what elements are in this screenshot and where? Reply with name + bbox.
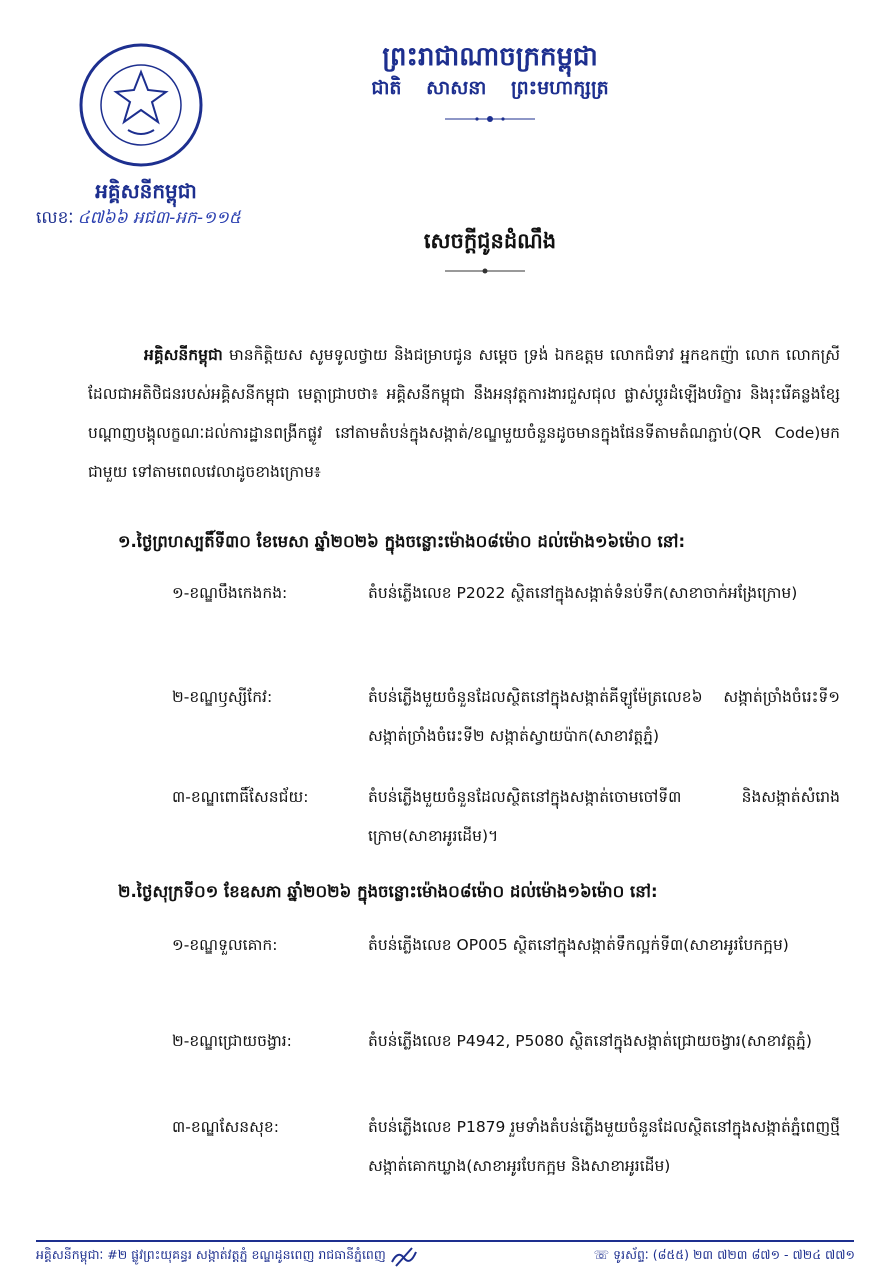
entry-description: តំបន់ភ្លើងលេខ P4942, P5080 ស្ថិតនៅក្នុងសង្កាត់ជ្រោយចង្វារ(សាខាវត្តភ្នំ)	[368, 1032, 812, 1050]
footer-rule	[36, 1240, 854, 1242]
intro-text: មានកិត្តិយស សូមទូលថ្វាយ និងជម្រាបជូន សម្តេច ទ្រង់ ឯកឧត្តម លោកជំទាវ អ្នកឧកញ៉ា លោក លោកស្រី ដែលជាអតិថិជនរបស់អគ្គិសនីកម្ពុជា មេត្តាជ្រាបថា៖ អគ្គិសនីកម្ពុជា នឹងអនុវត្តការងារជួសជុល ផ្លាស់ប្តូរដំឡើងបរិក្ខារ និងរុះរើគន្លងខ្សែបណ្តាញបង្គុលក្ខណៈដល់ការដ្ឋានពង្រីកផ្លូវ នៅតាមតំបន់ក្នុងសង្កាត់/ខណ្ឌមួយចំនួនដូចមានក្នុងផែនទីតាមតំណភ្ជាប់(QR Code)មកជាមួយ ទៅតាមពេលវេលាដូចខាងក្រោម៖	[88, 346, 840, 481]
day-1-entry-1	[172, 574, 840, 613]
entry-description: តំបន់ភ្លើងលេខ P2022 ស្ថិតនៅក្នុងសង្កាត់ទំនប់ទឹក(សាខាចាក់អង្រែក្រោម)	[368, 584, 798, 602]
ref-label: លេខៈ	[36, 208, 74, 228]
intro-lead: អគ្គិសនីកម្ពុជា	[144, 346, 223, 364]
org-name: អគ្គិសនីកម្ពុជា	[95, 179, 197, 203]
entry-area: ១-ខណ្ឌបឹងកេងកង:	[172, 584, 288, 602]
day-2-heading: ២.ថ្ងៃសុក្រទី០១ ខែឧសភា ឆ្នាំ២០២៦ ក្នុងចន្លោះម៉ោង០៨ម៉ោ០ ដល់ម៉ោង១៦ម៉ោ០ នៅ:	[118, 882, 658, 901]
title-ornament	[445, 266, 525, 276]
signature-mark	[390, 1246, 418, 1268]
phone-icon: ☏	[593, 1247, 610, 1262]
entry-description: តំបន់ភ្លើងមួយចំនួនដែលស្ថិតនៅក្នុងសង្កាត់គីឡូម៉ែត្រលេខ៦ សង្កាត់ច្រាំងចំរេះទី១ សង្កាត់ច្រាំងចំរេះទី២ សង្កាត់ស្វាយប៉ាក(សាខាវត្តភ្នំ)	[368, 688, 840, 745]
document-title: សេចក្តីជូនដំណឹង	[423, 229, 557, 253]
ref-number: ៤៧៦៦ អជ៣-អក-១១៥	[77, 208, 241, 228]
entry-description: តំបន់ភ្លើងលេខ OP005 ស្ថិតនៅក្នុងសង្កាត់ទឹកល្អក់ទី៣(សាខាអូរបែកក្អម)	[368, 936, 789, 954]
footer-phone-text: ទូរស័ព្ទៈ (៨៥៥) ២៣ ៧២៣ ៨៧១ - ៧២៤ ៧៧១	[613, 1247, 855, 1262]
footer-phone	[594, 1247, 855, 1266]
day-1-entry-2	[172, 678, 840, 756]
edc-logo	[78, 42, 204, 168]
reference-number	[36, 207, 241, 232]
footer-address: អគ្គិសនីកម្ពុជាៈ #២ ផ្លូវព្រះយុគន្ធរ សង្កាត់វត្តភ្នំ ខណ្ឌដូនពេញ រាជធានីភ្នំពេញ	[36, 1247, 386, 1262]
day-2-entry-2	[172, 1022, 840, 1061]
day-1-heading: ១.ថ្ងៃព្រហស្បតិ៍ទី៣០ ខែមេសា ឆ្នាំ២០២៦ ក្នុងចន្លោះម៉ោង០៨ម៉ោ០ ដល់ម៉ោង១៦ម៉ោ០ នៅ:	[118, 532, 686, 551]
day-2-entry-3	[172, 1108, 840, 1186]
day-1-entry-3	[172, 778, 840, 856]
entry-area: ៣-ខណ្ឌសែនសុខ:	[172, 1118, 279, 1136]
national-motto: ជាតិ សាសនា ព្រះមហាក្សត្រ	[371, 77, 609, 99]
entry-description: តំបន់ភ្លើងលេខ P1879 រួមទាំងតំបន់ភ្លើងមួយចំនួនដែលស្ថិតនៅក្នុងសង្កាត់ភ្នំពេញថ្មី សង្កាត់គោកឃ្លាង(សាខាអូរបែកក្អម និងសាខាអូរដើម)	[368, 1118, 840, 1175]
intro-paragraph	[88, 336, 840, 492]
entry-description: តំបន់ភ្លើងមួយចំនួនដែលស្ថិតនៅក្នុងសង្កាត់ចោមចៅទី៣ និងសង្កាត់សំរោងក្រោម(សាខាអូរដើម)។	[368, 788, 840, 845]
entry-area: ២-ខណ្ឌឫស្សីកែវ:	[172, 688, 273, 706]
day-2-entry-1	[172, 926, 840, 965]
entry-area: ២-ខណ្ឌជ្រោយចង្វារ:	[172, 1032, 292, 1050]
entry-area: ៣-ខណ្ឌពោធិ៍សែនជ័យ:	[172, 788, 309, 806]
header-ornament	[445, 114, 535, 124]
entry-area: ១-ខណ្ឌទួលគោក:	[172, 936, 278, 954]
kingdom-title: ព្រះរាជាណាចក្រកម្ពុជា	[382, 42, 598, 72]
